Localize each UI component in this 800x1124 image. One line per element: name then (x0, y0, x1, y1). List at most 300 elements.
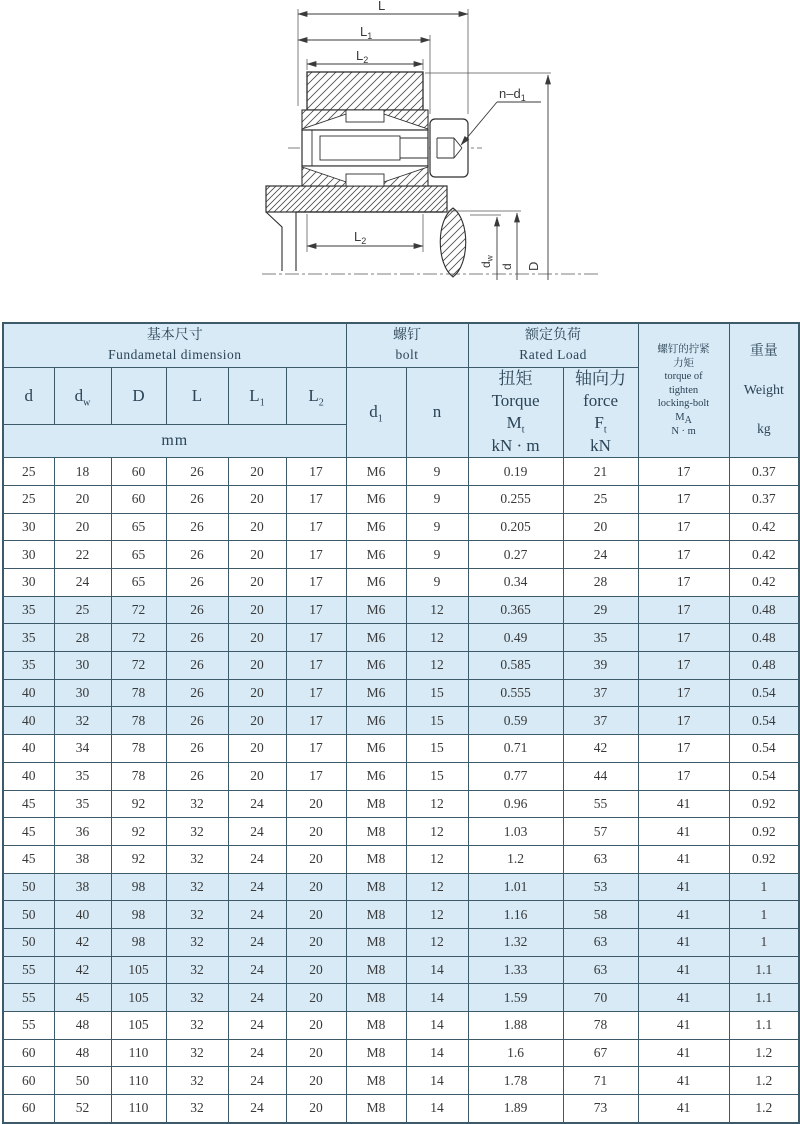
cell: 1.01 (468, 873, 563, 901)
upper-spacer (346, 110, 384, 122)
cell: 52 (54, 1095, 111, 1123)
cell: M6 (346, 624, 406, 652)
cell: 20 (54, 513, 111, 541)
hub-flange (266, 186, 447, 212)
cell: 1.2 (729, 1095, 799, 1123)
col-L1: $L_1$ (228, 367, 286, 424)
cell: 32 (166, 901, 228, 929)
cell: 1.16 (468, 901, 563, 929)
table-row (3, 901, 799, 929)
cell: 17 (638, 679, 729, 707)
cell: 26 (166, 541, 228, 569)
cell: 26 (166, 458, 228, 486)
col-L: L (166, 367, 228, 424)
cell: 1 (729, 928, 799, 956)
cell: 60 (3, 1095, 54, 1123)
dim-label-dw: $d_w$ (479, 255, 495, 268)
cell: 20 (228, 458, 286, 486)
cell: 24 (228, 1039, 286, 1067)
cell: 12 (406, 624, 468, 652)
cell: 38 (54, 873, 111, 901)
cell: 1.6 (468, 1039, 563, 1067)
cell: 32 (166, 845, 228, 873)
cell: 35 (54, 762, 111, 790)
cell: 1.32 (468, 928, 563, 956)
cell: 14 (406, 1012, 468, 1040)
cell: M6 (346, 762, 406, 790)
cell: 1.1 (729, 1012, 799, 1040)
cell: 60 (111, 458, 166, 486)
cell: 0.54 (729, 762, 799, 790)
cell: 26 (166, 735, 228, 763)
table-row (3, 624, 799, 652)
cell: 0.77 (468, 762, 563, 790)
cell: 24 (54, 569, 111, 597)
col-n: n (406, 367, 468, 458)
cell: 25 (54, 596, 111, 624)
cell: 24 (228, 873, 286, 901)
cell: 0.37 (729, 458, 799, 486)
cell: 32 (166, 928, 228, 956)
cell: 20 (228, 735, 286, 763)
cell: 14 (406, 1039, 468, 1067)
cell: 65 (111, 569, 166, 597)
cell: 0.48 (729, 652, 799, 680)
cell: 0.19 (468, 458, 563, 486)
cell: 60 (3, 1039, 54, 1067)
cell: M8 (346, 873, 406, 901)
dim-label-L: L (378, 0, 386, 13)
cell: 26 (166, 652, 228, 680)
cell: M6 (346, 735, 406, 763)
cell: 63 (563, 956, 638, 984)
cell: M6 (346, 596, 406, 624)
cell: 40 (3, 707, 54, 735)
cell: 17 (286, 735, 346, 763)
dim-label-D: D (526, 261, 541, 271)
cell: 35 (3, 652, 54, 680)
cell: 20 (228, 624, 286, 652)
cell: 15 (406, 762, 468, 790)
cell: M6 (346, 541, 406, 569)
cell: 12 (406, 873, 468, 901)
cell: 41 (638, 1039, 729, 1067)
header-basic-dimension: 基本尺寸 Fundametal dimension (3, 323, 346, 367)
table-row (3, 762, 799, 790)
col-torque: 扭矩 Torque $M_t$ kN · m (468, 367, 563, 458)
cell: 63 (563, 928, 638, 956)
cell: M8 (346, 901, 406, 929)
cell: 78 (563, 1012, 638, 1040)
cell: 30 (54, 652, 111, 680)
cell: 58 (563, 901, 638, 929)
cell: 78 (111, 735, 166, 763)
cell: 92 (111, 790, 166, 818)
cell: 20 (286, 790, 346, 818)
cell: 17 (286, 569, 346, 597)
cell: 1.2 (729, 1067, 799, 1095)
cell: 14 (406, 1067, 468, 1095)
cell: 9 (406, 569, 468, 597)
cell: 92 (111, 818, 166, 846)
cell: M6 (346, 652, 406, 680)
cell: M8 (346, 1067, 406, 1095)
col-dw: $d_w$ (54, 367, 111, 424)
cell: 9 (406, 513, 468, 541)
cell: 98 (111, 901, 166, 929)
cell: 92 (111, 845, 166, 873)
cell: 1.1 (729, 956, 799, 984)
cell: 1.2 (468, 845, 563, 873)
cell: 20 (286, 1039, 346, 1067)
cell: 50 (3, 928, 54, 956)
cell: 20 (286, 928, 346, 956)
cell: 17 (286, 624, 346, 652)
cell: 20 (228, 485, 286, 513)
cell: 44 (563, 762, 638, 790)
cell: 73 (563, 1095, 638, 1123)
cell: 42 (54, 928, 111, 956)
dim-label-L1: $L_1$ (360, 24, 373, 41)
cell: 45 (3, 818, 54, 846)
cell: 0.59 (468, 707, 563, 735)
cell: 17 (286, 679, 346, 707)
cell: 1.59 (468, 984, 563, 1012)
cell: 30 (3, 569, 54, 597)
table-row (3, 1067, 799, 1095)
cell: 41 (638, 984, 729, 1012)
table-row (3, 845, 799, 873)
cell: 0.205 (468, 513, 563, 541)
cell: M8 (346, 956, 406, 984)
sleeve-bore (320, 136, 400, 160)
cell: 24 (228, 901, 286, 929)
cell: 20 (228, 513, 286, 541)
cell: M8 (346, 818, 406, 846)
cell: 12 (406, 901, 468, 929)
cell: 1.03 (468, 818, 563, 846)
cell: 0.92 (729, 818, 799, 846)
cell: 0.92 (729, 845, 799, 873)
cell: 17 (286, 596, 346, 624)
cell: 1.78 (468, 1067, 563, 1095)
cell: 50 (3, 901, 54, 929)
table-row (3, 707, 799, 735)
cell: 0.48 (729, 596, 799, 624)
cell: 25 (3, 458, 54, 486)
cell: 72 (111, 596, 166, 624)
cell: M6 (346, 513, 406, 541)
cell: 24 (228, 956, 286, 984)
cell: 98 (111, 928, 166, 956)
cell: 21 (563, 458, 638, 486)
cell: 0.54 (729, 735, 799, 763)
table-row (3, 679, 799, 707)
table-row (3, 485, 799, 513)
dim-label-L2-top: $L_2$ (356, 48, 369, 65)
header-rated-load: 额定负荷 Rated Load (468, 323, 638, 367)
lower-spacer (346, 174, 384, 186)
cell: 0.49 (468, 624, 563, 652)
cell: 1 (729, 901, 799, 929)
cell: 15 (406, 679, 468, 707)
cell: 24 (563, 541, 638, 569)
cell: 36 (54, 818, 111, 846)
cell: 20 (228, 569, 286, 597)
cell: 26 (166, 624, 228, 652)
cell: 65 (111, 513, 166, 541)
cell: 41 (638, 956, 729, 984)
cell: 72 (111, 624, 166, 652)
cell: 17 (638, 541, 729, 569)
cell: 30 (3, 513, 54, 541)
cell: 110 (111, 1067, 166, 1095)
cell: 28 (563, 569, 638, 597)
col-d1: $d_1$ (346, 367, 406, 458)
cell: 17 (286, 458, 346, 486)
cell: 20 (286, 1095, 346, 1123)
cell: 14 (406, 984, 468, 1012)
cell: 17 (286, 652, 346, 680)
cell: 17 (638, 458, 729, 486)
cell: 24 (228, 845, 286, 873)
cell: 32 (166, 818, 228, 846)
technical-drawing (0, 0, 800, 322)
cell: 24 (228, 1095, 286, 1123)
table-row (3, 928, 799, 956)
cell: 20 (286, 984, 346, 1012)
cell: 32 (166, 1012, 228, 1040)
cell: 0.54 (729, 679, 799, 707)
locking-bolt (430, 119, 468, 177)
cell: 20 (228, 762, 286, 790)
cell: 41 (638, 1012, 729, 1040)
cell: 12 (406, 790, 468, 818)
cell: 41 (638, 928, 729, 956)
cell: 12 (406, 596, 468, 624)
cell: 41 (638, 1067, 729, 1095)
cell: 26 (166, 596, 228, 624)
cell: 40 (3, 735, 54, 763)
cell: M6 (346, 458, 406, 486)
cell: 41 (638, 1095, 729, 1123)
cell: M8 (346, 845, 406, 873)
cell: 0.27 (468, 541, 563, 569)
cell: 24 (228, 818, 286, 846)
cell: 17 (638, 485, 729, 513)
table-row (3, 596, 799, 624)
cell: 20 (286, 873, 346, 901)
table-row (3, 1095, 799, 1123)
cell: 32 (166, 790, 228, 818)
cell: 55 (563, 790, 638, 818)
cell: 26 (166, 762, 228, 790)
header-tightening-torque: 螺钉的拧紧 力矩 torque of tighten locking-bolt $M_A$ N · m (638, 323, 729, 458)
cell: 25 (563, 485, 638, 513)
cell: 20 (228, 596, 286, 624)
cell: 41 (638, 845, 729, 873)
table-row (3, 873, 799, 901)
cell: 20 (228, 707, 286, 735)
cell: 0.555 (468, 679, 563, 707)
cell: 35 (563, 624, 638, 652)
cell: 98 (111, 873, 166, 901)
table-row (3, 513, 799, 541)
cell: 35 (3, 596, 54, 624)
cell: M8 (346, 1012, 406, 1040)
cell: 28 (54, 624, 111, 652)
cell: 20 (563, 513, 638, 541)
cell: 0.365 (468, 596, 563, 624)
cell: 65 (111, 541, 166, 569)
dim-label-d: d (500, 263, 514, 270)
cell: 0.37 (729, 485, 799, 513)
cell: 26 (166, 707, 228, 735)
cell: 38 (54, 845, 111, 873)
cell: 20 (286, 818, 346, 846)
cell: 50 (3, 873, 54, 901)
header-bolt: 螺钉 bolt (346, 323, 468, 367)
cell: 60 (111, 485, 166, 513)
locking-assembly-section-drawing (0, 0, 800, 322)
cell: M6 (346, 569, 406, 597)
cell: M8 (346, 984, 406, 1012)
cell: 41 (638, 873, 729, 901)
cell: 15 (406, 707, 468, 735)
table-row (3, 984, 799, 1012)
cell: 78 (111, 707, 166, 735)
cell: 0.92 (729, 790, 799, 818)
cell: 20 (228, 652, 286, 680)
cell: 41 (638, 790, 729, 818)
cell: 63 (563, 845, 638, 873)
cell: 110 (111, 1095, 166, 1123)
cell: 20 (286, 901, 346, 929)
cell: 17 (638, 596, 729, 624)
cell: 72 (111, 652, 166, 680)
cell: 20 (228, 541, 286, 569)
cell: 37 (563, 707, 638, 735)
col-D: D (111, 367, 166, 424)
cell: 17 (286, 541, 346, 569)
table-row (3, 1012, 799, 1040)
cell: 17 (286, 513, 346, 541)
cell: 37 (563, 679, 638, 707)
cell: 32 (166, 1095, 228, 1123)
cell: 1.1 (729, 984, 799, 1012)
cell: 17 (638, 624, 729, 652)
cell: 17 (638, 707, 729, 735)
cell: 14 (406, 956, 468, 984)
cell: 55 (3, 1012, 54, 1040)
cell: 105 (111, 956, 166, 984)
cell: 17 (638, 569, 729, 597)
cell: 50 (54, 1067, 111, 1095)
cell: 55 (3, 984, 54, 1012)
cell: 12 (406, 652, 468, 680)
outer-ring (307, 72, 423, 110)
table-row (3, 735, 799, 763)
cell: 24 (228, 1012, 286, 1040)
col-axial-force: 轴向力 force $F_t$ kN (563, 367, 638, 458)
cell: 26 (166, 513, 228, 541)
cell: 45 (3, 790, 54, 818)
cell: 40 (3, 762, 54, 790)
cell: 20 (54, 485, 111, 513)
cell: M6 (346, 485, 406, 513)
table-row (3, 569, 799, 597)
cell: 14 (406, 1095, 468, 1123)
cell: 70 (563, 984, 638, 1012)
cell: 22 (54, 541, 111, 569)
cell: 17 (286, 485, 346, 513)
cell: 20 (286, 1067, 346, 1095)
cell: 39 (563, 652, 638, 680)
cell: 25 (3, 485, 54, 513)
cell: 20 (286, 956, 346, 984)
cell: 45 (3, 845, 54, 873)
cell: 40 (54, 901, 111, 929)
cell: 12 (406, 845, 468, 873)
cell: 32 (166, 984, 228, 1012)
table-row (3, 790, 799, 818)
unit-mm: mm (3, 424, 346, 458)
cell: 42 (54, 956, 111, 984)
cell: 18 (54, 458, 111, 486)
cell: 0.71 (468, 735, 563, 763)
cell: 9 (406, 485, 468, 513)
cell: 1.2 (729, 1039, 799, 1067)
cell: 30 (3, 541, 54, 569)
cell: 15 (406, 735, 468, 763)
cell: 35 (3, 624, 54, 652)
cell: 9 (406, 458, 468, 486)
cell: 41 (638, 818, 729, 846)
cell: 17 (286, 762, 346, 790)
cell: M8 (346, 928, 406, 956)
cell: 1.33 (468, 956, 563, 984)
table-row (3, 1039, 799, 1067)
spec-table-body (3, 458, 799, 1123)
cell: 26 (166, 569, 228, 597)
cell: 24 (228, 790, 286, 818)
cell: 0.96 (468, 790, 563, 818)
col-L2: $L_2$ (286, 367, 346, 424)
cell: 40 (3, 679, 54, 707)
cell: 60 (3, 1067, 54, 1095)
cell: 0.42 (729, 541, 799, 569)
cell: 67 (563, 1039, 638, 1067)
cell: 57 (563, 818, 638, 846)
cell: 17 (638, 762, 729, 790)
col-d: d (3, 367, 54, 424)
cell: 0.48 (729, 624, 799, 652)
cell: 20 (286, 845, 346, 873)
cell: 0.34 (468, 569, 563, 597)
cell: 20 (286, 1012, 346, 1040)
cell: 42 (563, 735, 638, 763)
cell: 24 (228, 984, 286, 1012)
cell: 12 (406, 818, 468, 846)
cell: M6 (346, 707, 406, 735)
cell: 24 (228, 1067, 286, 1095)
table-row (3, 541, 799, 569)
cell: 105 (111, 1012, 166, 1040)
cell: 48 (54, 1039, 111, 1067)
spec-table (2, 322, 800, 1124)
cell: 110 (111, 1039, 166, 1067)
cell: 32 (166, 1039, 228, 1067)
